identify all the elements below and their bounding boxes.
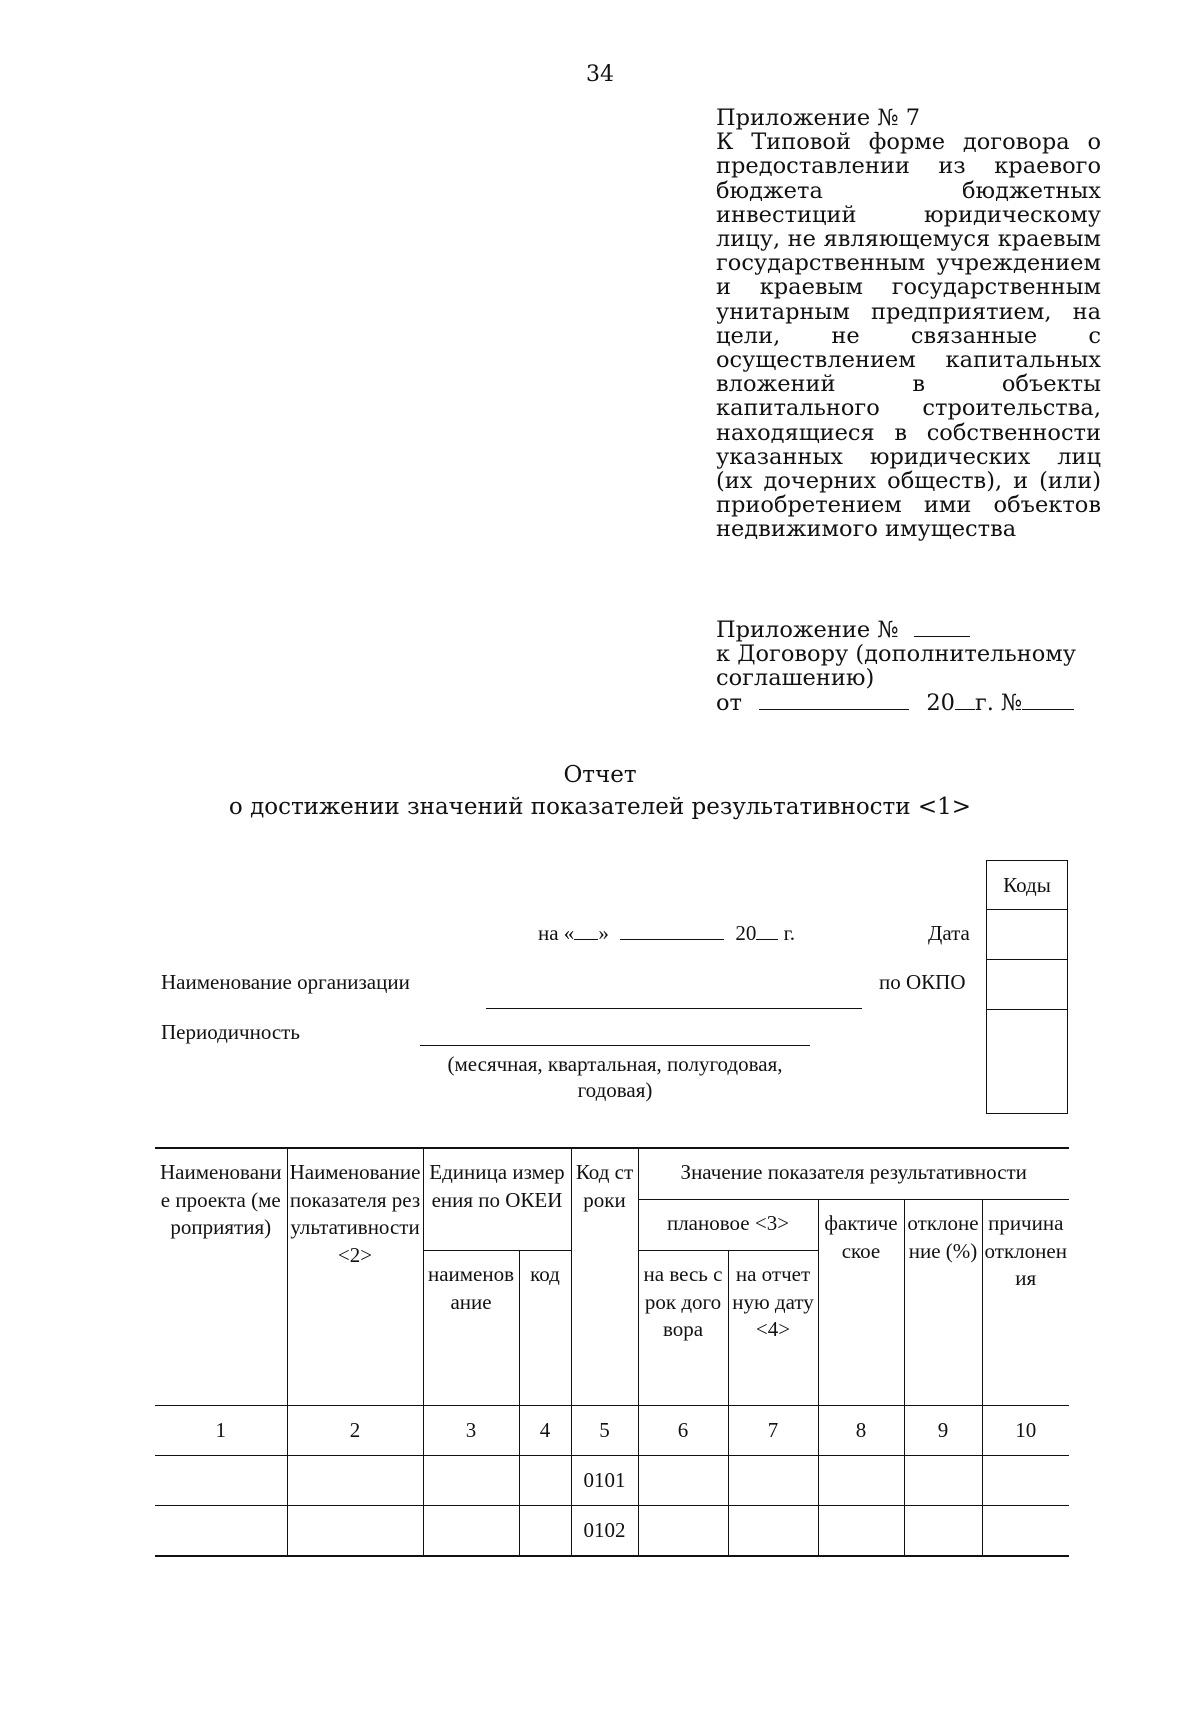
cell-row-code: 0101 [571, 1456, 638, 1506]
date-label: Дата [928, 921, 970, 945]
contract-ref-line3: соглашению) [716, 665, 875, 692]
header-planned-report: на отчетную дату <4> [728, 1251, 818, 1406]
code-okpo-cell[interactable] [987, 959, 1067, 1009]
column-number: 1 [155, 1406, 287, 1456]
contract-ref-line4 [716, 691, 1101, 715]
contract-ref-line1 [716, 618, 1101, 642]
table-row [155, 1506, 1069, 1557]
column-number-row [155, 1406, 1069, 1456]
cell-planned-report[interactable] [728, 1456, 818, 1506]
okpo-label: по ОКПО [879, 970, 966, 994]
org-name-field[interactable] [486, 1008, 862, 1009]
contract-year-blank[interactable] [955, 709, 975, 710]
column-number: 5 [571, 1406, 638, 1456]
column-number: 4 [519, 1406, 571, 1456]
header-unit-code: код [519, 1251, 571, 1406]
header-indicator: Наименование показателя результативности <2> [287, 1148, 423, 1406]
cell-unit-name[interactable] [423, 1456, 519, 1506]
date-prefix: на « [538, 921, 575, 945]
codes-header: Коды [1003, 872, 1051, 897]
cell-planned-total[interactable] [638, 1506, 728, 1557]
cell-actual[interactable] [818, 1456, 904, 1506]
report-table [155, 1147, 1069, 1557]
header-unit-name: наименование [423, 1251, 519, 1406]
contract-reference [716, 618, 1101, 715]
cell-row-code: 0102 [571, 1506, 638, 1557]
cell-deviation[interactable] [904, 1506, 982, 1557]
header-reasons: причина отклонения [982, 1200, 1069, 1406]
header-unit: Единица измерения по ОКЕИ [423, 1148, 571, 1251]
header-deviation: отклонение (%) [904, 1200, 982, 1406]
cell-indicator[interactable] [287, 1456, 423, 1506]
contract-ref-year: 20 [926, 689, 955, 716]
code-period-cell[interactable] [987, 1009, 1067, 1113]
column-number: 7 [728, 1406, 818, 1456]
column-number: 2 [287, 1406, 423, 1456]
date-year: 20 [735, 921, 757, 945]
contract-date-blank[interactable] [759, 709, 909, 710]
code-date-cell[interactable] [987, 909, 1067, 959]
report-title: Отчет [563, 762, 637, 788]
contract-ref-appendix-label: Приложение № [716, 617, 899, 643]
date-year-blank[interactable] [756, 939, 778, 940]
column-number: 10 [982, 1406, 1069, 1456]
table-row [155, 1456, 1069, 1506]
report-date-line [538, 921, 795, 946]
period-label: Периодичность [161, 1020, 300, 1044]
appendix-block [716, 106, 1101, 542]
date-month-blank[interactable] [620, 939, 724, 940]
cell-project[interactable] [155, 1506, 287, 1557]
appendix-body: К Типовой форме договора о предоставлении из краевого бюджета бюджетных инвестиций юридическому лицу, не являющемуся краевым государственным учреждением и краевым государственным унитарным предприятием, на цели, не связанные с осуществлением капитальных вложений в объекты капитального строительства, находящиеся в собственности указанных юридических лиц (их дочерних обществ), и (или) приобретением ими объектов недвижимого имущества [716, 129, 1101, 543]
date-mid: » [598, 921, 609, 945]
header-planned-total: на весь срок договора [638, 1251, 728, 1406]
cell-planned-total[interactable] [638, 1456, 728, 1506]
column-number: 3 [423, 1406, 519, 1456]
header-planned: плановое <3> [638, 1200, 818, 1251]
cell-unit-name[interactable] [423, 1506, 519, 1557]
cell-indicator[interactable] [287, 1506, 423, 1557]
codes-box [986, 860, 1068, 1114]
cell-project[interactable] [155, 1456, 287, 1506]
cell-unit-code[interactable] [519, 1456, 571, 1506]
cell-deviation[interactable] [904, 1456, 982, 1506]
cell-actual[interactable] [818, 1506, 904, 1557]
column-number: 9 [904, 1406, 982, 1456]
column-number: 8 [818, 1406, 904, 1456]
table-header-row-1 [155, 1148, 1069, 1200]
cell-unit-code[interactable] [519, 1506, 571, 1557]
contract-ref-from-label: от [716, 689, 742, 716]
cell-reasons[interactable] [982, 1506, 1069, 1557]
period-field[interactable] [420, 1045, 810, 1046]
appendix-title: Приложение № 7 [716, 105, 921, 131]
cell-reasons[interactable] [982, 1456, 1069, 1506]
contract-ref-line2: к Договору (дополнительному [716, 641, 1076, 668]
page-number: 34 [586, 62, 614, 87]
header-value: Значение показателя результативности [638, 1148, 1069, 1200]
cell-planned-report[interactable] [728, 1506, 818, 1557]
header-row-code: Код строки [571, 1148, 638, 1406]
date-suffix: г. [783, 921, 796, 945]
column-number: 6 [638, 1406, 728, 1456]
date-day-blank[interactable] [574, 939, 598, 940]
contract-ref-number-label: г. № [974, 689, 1023, 716]
appendix-number-blank[interactable] [914, 636, 970, 637]
header-project: Наименование проекта (мероприятия) [155, 1148, 287, 1406]
org-label: Наименование организации [161, 970, 410, 994]
report-subtitle: о достижении значений показателей результативности <1> [228, 794, 972, 820]
period-hint: (месячная, квартальная, полугодовая, годовая) [447, 1052, 783, 1102]
contract-number-blank[interactable] [1022, 709, 1074, 710]
header-actual: фактическое [818, 1200, 904, 1406]
